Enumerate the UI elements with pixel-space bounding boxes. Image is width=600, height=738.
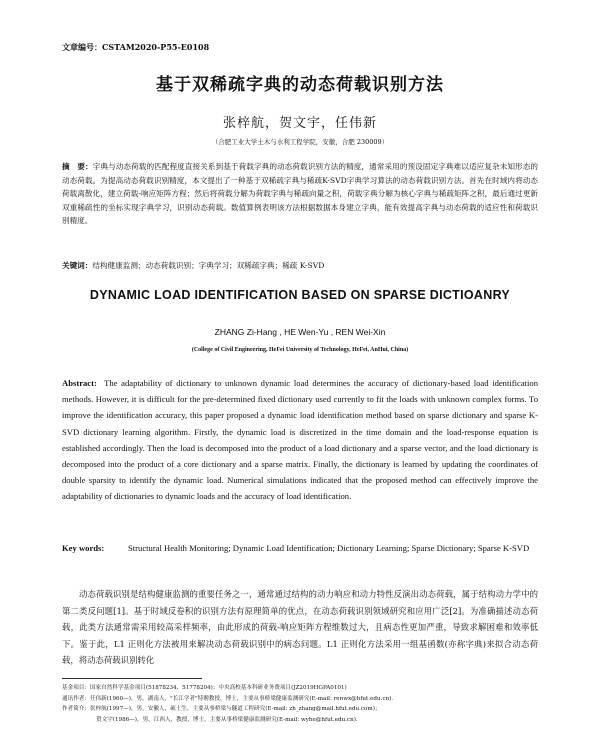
abstract-english-label: Abstract:: [62, 378, 97, 388]
footnote-corresponding-author: 通讯作者：任伟新(1960—)，男，湖南人，"长江学者"特聘教授，博士，主要从事桥梁健康监测研究(E-mail: renwx@hfut.edu.cn).: [62, 695, 394, 702]
authors-english: ZHANG Zi-Hang , HE Wen-Yu , REN Wei-Xin: [214, 327, 386, 337]
abstract-chinese-text: 字典与动态荷载的匹配程度直接关系到基于荷载字典的动态荷载识别方法的精度，通常采用的预设固定字典难以适应复杂未知形态的动态荷载。为提高动态荷载识别精度，本文提出了一种基于双稀疏字典与稀疏K-SVD字典学习算法的动态荷载识别方法。首先在时域内将动态荷载离散化，建立荷载-响应矩阵方程；然后将荷载分解为荷载字典与稀疏向量之积，荷载字典分解为核心字典与稀疏矩阵之积，最后通过更新双重稀疏性的坐标实现字典学习，识别动态荷载。数值算例表明该方法根据数据本身建立字典，能有效提高字典与动态荷载的适应性和荷载识别精度。: [62, 162, 538, 226]
footnote-author-bio-continued: 贺文宇(1986—)，男，江西人，教授，博士，主要从事桥梁健康监测研究(E-mail: wyhe@hfut.edu.cn).: [96, 716, 358, 723]
title-english: DYNAMIC LOAD IDENTIFICATION BASED ON SPARSE DICTIOANRY: [89, 288, 511, 302]
footnote-divider: [62, 678, 202, 679]
keywords-chinese-label: 关键词：: [62, 261, 93, 270]
keywords-chinese: [62, 259, 538, 273]
affiliation-chinese: （合肥工业大学土木与水利工程学院，安徽，合肥 230009）: [211, 138, 389, 146]
affiliation-english: (College of Civil Engineering, HeFei University of Technology, HeFei, AnHui, China): [191, 347, 409, 353]
keywords-chinese-text: 结构健康监测；动态荷载识别；字典学习；双稀疏字典；稀疏 K-SVD: [92, 261, 325, 270]
authors-chinese: 张梓航，贺文宇，任伟新: [222, 116, 377, 131]
title-chinese: 基于双稀疏字典的动态荷载识别方法: [156, 75, 444, 95]
abstract-chinese-label: 摘 要：: [62, 162, 93, 171]
abstract-english-text: The adaptability of dictionary to unknown dynamic load determines the accuracy of dictionary-based load identification methods. However, it is difficult for the pre-determined fixed dictionary used currently to fit the loads with unknown complex forms. To improve the identification accuracy, this paper proposed a dynamic load identification method based on sparse dictionary and sparse K-SVD dictionary learning algorithm. Firstly, the dynamic load is discretized in the time domain and the load-response equation is established accordingly. Then the load is decomposed into the product of a load dictionary and a sparse vector, and the load dictionary is decomposed into the product of a core dictionary and a sparse matrix. Finally, the dictionary is learned by updating the coordinates of double sparsity to identify the dynamic load. Numerical simulations indicated that the proposed method can effectively improve the adaptability of dictionaries to dynamic loads and the accuracy of load identification.: [62, 378, 539, 502]
footnote-author-bio: 作者简介：张梓航(1997—)，男，安徽人，硕士生，主要从事桥梁与隧道工程研究(E-mail: zh_zhang@mail.hfut.edu.com)；: [62, 706, 381, 712]
abstract-chinese: [62, 160, 538, 228]
footnote-funding: 基金项目：国家自然科学基金项目(51878234、51778204)；中央高校基本科研业务费项目(JZ2019HGPA0101): [62, 685, 347, 691]
abstract-english: [62, 375, 538, 505]
keywords-english-text: Structural Health Monitoring; Dynamic Load Identification; Dictionary Learning; Sparse Dictionary; Sparse K-SVD: [128, 543, 530, 553]
footnotes: [62, 683, 538, 725]
keywords-english: [62, 540, 538, 556]
keywords-english-label: Key words:: [62, 543, 105, 553]
body-paragraph: 动态荷载识别是结构健康监测的重要任务之一，通常通过结构的动力响应和动力特性反演出动态荷载，属于结构动力学中的第二类反问题[1]。基于时域反卷积的识别方法有原理简单的优点，在动态荷载识别领域研究和应用广泛[2]。为准确描述动态荷载，此类方法通常需采用较高采样频率，由此形成的荷载-响应矩阵方程维数过大，且病态性更加严重，导致求解困难和效率低下。鉴于此，L1 正则化方法被用来解决动态荷载识别中的病态问题。L1 正则化方法采用一组基函数(亦称字典)来拟合动态荷载，将动态荷载识别转化: [62, 589, 538, 665]
article-number: 文章编号：CSTAM2020-P55-E0108: [62, 42, 210, 52]
